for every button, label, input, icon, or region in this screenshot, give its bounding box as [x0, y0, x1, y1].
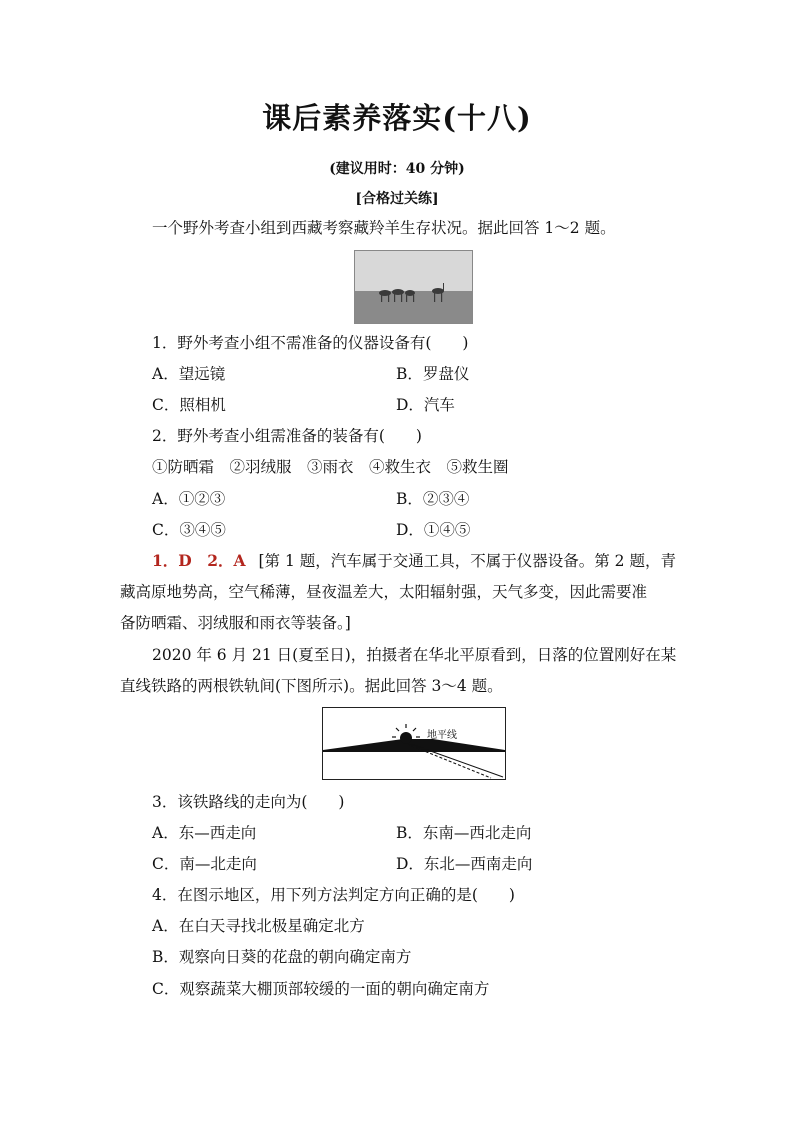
q1-stem: 1．野外考查小组不需准备的仪器设备有( ) [152, 334, 469, 352]
q4-option-b: B．观察向日葵的花盘的朝向确定南方 [152, 948, 412, 966]
q1-option-a: A．望远镜 [152, 365, 226, 383]
answer-line-3: 备防晒霜、羽绒服和雨衣等装备。] [120, 614, 351, 632]
q2-items: ①防晒霜 ②羽绒服 ③雨衣 ④救生衣 ⑤救生圈 [152, 458, 509, 476]
section-heading: [合格过关练] [355, 191, 439, 207]
sunset-rail-diagram [322, 707, 506, 780]
intro-2-line-1: 2020 年 6 月 21 日(夏至日)，拍摄者在华北平原看到，日落的位置刚好在某 [152, 646, 677, 664]
answer-line-1: [第 1 题，汽车属于交通工具，不属于仪器设备。第 2 题，青 [258, 552, 676, 570]
q3-stem: 3．该铁路线的走向为( ) [152, 793, 345, 811]
q1-option-c: C．照相机 [152, 396, 226, 414]
q2-option-a: A．①②③ [152, 490, 226, 508]
time-hint: (建议用时：40 分钟) [329, 161, 465, 177]
q4-stem: 4．在图示地区，用下列方法判定方向正确的是( ) [152, 886, 515, 904]
intro-2-line-2: 直线铁路的两根铁轨间(下图所示)。据此回答 3～4 题。 [120, 677, 503, 695]
answer-line-2: 藏高原地势高，空气稀薄，昼夜温差大，太阳辐射强，天气多变，因此需要准 [120, 583, 648, 601]
q3-option-c: C．南—北走向 [152, 855, 257, 873]
q1-option-d: D．汽车 [396, 396, 455, 414]
q3-option-d: D．东北—西南走向 [396, 855, 533, 873]
antelope-photo [354, 250, 473, 324]
q3-option-a: A．东—西走向 [152, 824, 257, 842]
page-title: 课后素养落实(十八) [262, 101, 532, 135]
q2-option-b: B．②③④ [396, 490, 470, 508]
q4-option-a: A．在白天寻找北极星确定北方 [152, 917, 365, 935]
horizon-label: 地平线 [427, 730, 457, 741]
q2-option-d: D．①④⑤ [396, 521, 471, 539]
q2-stem: 2．野外考查小组需准备的装备有( ) [152, 427, 422, 445]
antelope-icon [355, 251, 472, 323]
answer-block-1 [152, 551, 676, 571]
q1-option-b: B．罗盘仪 [396, 365, 470, 383]
sunset-railway-figure [323, 708, 505, 779]
answer-key-1-2: 1．D 2．A [152, 551, 246, 570]
intro-1: 一个野外考查小组到西藏考察藏羚羊生存状况。据此回答 1～2 题。 [152, 219, 616, 237]
q4-option-c: C．观察蔬菜大棚顶部较缓的一面的朝向确定南方 [152, 980, 490, 998]
q2-option-c: C．③④⑤ [152, 521, 226, 539]
q3-option-b: B．东南—西北走向 [396, 824, 532, 842]
